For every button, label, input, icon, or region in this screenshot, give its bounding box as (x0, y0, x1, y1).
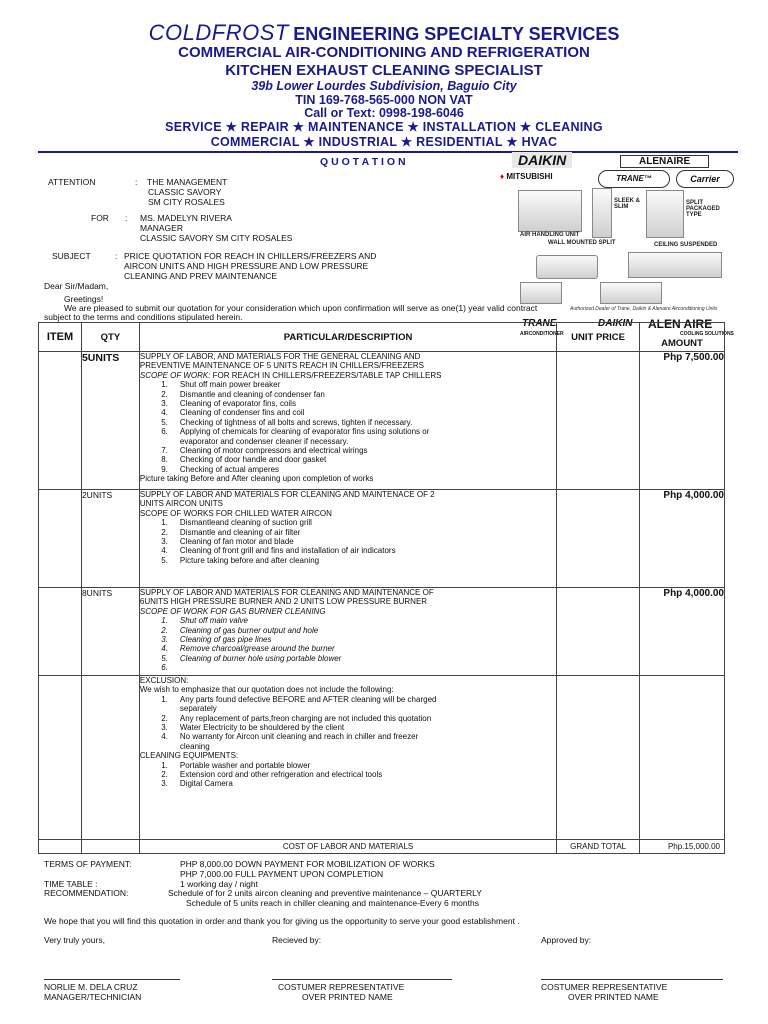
amount-cell (640, 676, 725, 840)
timetable-value: 1 working day / night (180, 879, 258, 889)
list-item-continuation: evaporator and condenser cleaner if necessary. (179, 436, 349, 446)
item-cell (39, 490, 82, 588)
list-item: 2. Any replacement of parts,freon charging are not included this quotation (161, 713, 432, 723)
table-row-exclusions (39, 676, 725, 840)
signatory-3-label: Approved by: (541, 935, 592, 945)
signatory-1-title: MANAGER/TECHNICIAN (44, 992, 142, 1002)
document-title: Q U O T A T I O N (320, 156, 406, 168)
company-address: 39b Lower Lourdes Subdivision, Baguio City (251, 79, 517, 93)
for-line-2: MANAGER (140, 223, 183, 233)
cassette-unit-image (520, 282, 562, 304)
qty-cell: 8UNITS (81, 588, 139, 676)
unit-price-cell (557, 588, 640, 676)
mitsubishi-logo (500, 172, 590, 181)
subject-line-1: PRICE QUOTATION FOR REACH IN CHILLERS/FREEZERS AND (124, 251, 377, 261)
list-item: 8. Checking of door handle and door gasket (161, 455, 327, 465)
attention-line-3: SM CITY ROSALES (148, 197, 225, 207)
duct-unit-image (600, 282, 662, 304)
air-handling-unit-image (518, 190, 582, 232)
subject-line-2: AIRCON UNITS AND HIGH PRESSURE AND LOW PRESSURE (124, 261, 369, 271)
grand-total-value: Php.15,000.00 (640, 840, 725, 854)
list-item: 3. Cleaning of gas pipe lines (161, 635, 272, 645)
qty-cell: 2UNITS (81, 490, 139, 588)
list-item: 5. Picture taking before and after cleaning (161, 555, 320, 565)
mitsubishi-icon: ♦ (500, 172, 505, 181)
subject-sep: : (115, 251, 118, 261)
list-item: 4. Cleaning of condenser fins and coil (161, 408, 305, 418)
description-line: 6UNITS HIGH PRESSURE BURNER AND 2 UNITS LOW PRESSURE BURNER (139, 597, 428, 607)
description-line: SUPPLY OF LABOR AND MATERIALS FOR CLEANING AND MAINTENANCE OF (139, 588, 434, 597)
attention-line-1: THE MANAGEMENT (147, 177, 228, 187)
scope-list (140, 518, 556, 565)
list-item: 3. Water Electricity to be shouldered by the client (161, 723, 345, 733)
scope-label: SCOPE OF WORK: (139, 370, 211, 380)
trane-logo-2: TRANE (522, 318, 557, 329)
list-item-continuation: cleaning (179, 741, 210, 751)
signatory-2-label: Recieved by: (272, 935, 322, 945)
terms-line-2: PHP 7,000.00 FULL PAYMENT UPON COMPLETION (180, 869, 384, 879)
salutation: Dear Sir/Madam, (44, 281, 109, 291)
list-item: 4. No warranty for Aircon unit cleaning and reach in chiller and freezer (161, 732, 419, 742)
intro-line-2: subject to the terms and conditions stipulated herein. (44, 312, 243, 322)
list-item: 4. Cleaning of front grill and fins and installation of air indicators (161, 546, 396, 556)
scope-line: SCOPE OF WORKS FOR CHILLED WATER AIRCON (139, 508, 332, 518)
list-item: 2. Dismantle and cleaning of air filter (161, 527, 301, 537)
company-line-3: KITCHEN EXHAUST CLEANING SPECIALIST (225, 62, 543, 79)
air-handling-unit-label: AIR HANDLING UNIT (520, 232, 580, 238)
description-line: SUPPLY OF LABOR AND MATERIALS FOR CLEANING AND MAINTENACE OF 2 (139, 490, 435, 499)
qty-cell: 5UNITS (81, 352, 139, 490)
exclusion-intro: We wish to emphasize that our quotation does not include the following: (139, 685, 394, 695)
signatory-1-name: NORLIE M. DELA CRUZ (44, 982, 138, 992)
terms-label: TERMS OF PAYMENT: (44, 859, 132, 869)
list-item: 5. Checking of tightness of all bolts and screws, tighten if necessary. (161, 417, 413, 427)
table-header-row (39, 323, 725, 352)
col-header-unit-price: UNIT PRICE (557, 323, 640, 352)
list-item: 6. Applying of chemicals for cleaning of evaporator fins using solutions or (161, 427, 430, 437)
unit-price-cell (557, 490, 640, 588)
scope-list (140, 380, 556, 474)
signatory-1-label: Very truly yours, (44, 935, 105, 945)
total-label-cell: COST OF LABOR AND MATERIALS (139, 840, 556, 854)
exclusion-heading: EXCLUSION: (139, 676, 189, 685)
attention-line-2: CLASSIC SAVORY (148, 187, 222, 197)
table-row (39, 490, 725, 588)
brand-name-rest: ENGINEERING SPECIALTY SERVICES (293, 24, 620, 44)
list-item: 2. Cleaning of gas burner output and hole (161, 625, 319, 635)
company-line-2: COMMERCIAL AIR-CONDITIONING AND REFRIGERATION (178, 44, 590, 61)
equipment-list (140, 761, 556, 789)
list-item: 2. Dismantle and cleaning of condenser fan (161, 389, 325, 399)
for-label: FOR (91, 213, 109, 223)
amount-cell: Php 7,500.00 (640, 352, 725, 490)
amount-cell: Php 4,000.00 (640, 490, 725, 588)
wall-mounted-unit-image (536, 255, 598, 279)
qty-cell (81, 840, 139, 854)
description-cell (139, 352, 556, 490)
table-total-row (39, 840, 725, 854)
exclusion-list (140, 695, 556, 751)
list-item: 4. Remove charcoal/grease around the burner (161, 644, 335, 654)
signatory-3-name: COSTUMER REPRESENTATIVE (541, 982, 668, 992)
exclusion-cell (139, 676, 556, 840)
list-item: 1. Portable washer and portable blower (161, 760, 311, 770)
scope-line: SCOPE OF WORK FOR GAS BURNER CLEANING (139, 606, 326, 616)
attention-sep: : (135, 177, 138, 187)
split-packaged-label: SPLIT PACKAGED TYPE (686, 200, 720, 218)
signature-line-1 (44, 979, 180, 980)
grand-total-label: GRAND TOTAL (557, 840, 640, 854)
equipment-heading: CLEANING EQUIPMENTS: (139, 751, 239, 761)
recommendation-line-2: Schedule of 5 units reach in chiller cleaning and maintenance-Every 6 months (186, 898, 479, 908)
list-item: 9. Checking of actual amperes (161, 464, 280, 474)
unit-price-cell (557, 352, 640, 490)
signature-line-2 (272, 979, 452, 980)
amount-cell: Php 4,000.00 (640, 588, 725, 676)
brand-name: COLDFROST (148, 20, 289, 45)
daikin-logo-2: DAIKIN (598, 318, 633, 329)
trane-logo: TRANE™ (598, 170, 670, 188)
signatory-2-title: OVER PRINTED NAME (302, 992, 393, 1002)
terms-line-1: PHP 8,000.00 DOWN PAYMENT FOR MOBILIZATION OF WORKS (180, 859, 435, 869)
col-header-amount: AMOUNT (640, 323, 725, 352)
daikin-logo: DAIKIN (512, 152, 572, 168)
list-item: 3. Digital Camera (161, 779, 233, 789)
description-line: UNITS AIRCON UNITS (139, 499, 224, 509)
for-line-1: MS. MADELYN RIVERA (140, 213, 232, 223)
list-item-continuation: separately (179, 704, 217, 714)
list-item: 3. Cleaning of fan motor and blade (161, 537, 294, 547)
ceiling-suspended-unit-image (628, 252, 722, 278)
col-header-item: ITEM (39, 323, 82, 352)
cooling-solutions-tag: COOLING SOLUTIONS (680, 331, 734, 337)
timetable-label: TIME TABLE : (44, 879, 98, 889)
signature-line-3 (541, 979, 723, 980)
company-name (0, 20, 768, 46)
for-line-3: CLASSIC SAVORY SM CITY ROSALES (140, 233, 293, 243)
qty-cell (81, 676, 139, 840)
greeting: Greetings! (64, 294, 104, 304)
list-item: 1. Any parts found defective BEFORE and AFTER cleaning will be charged (161, 694, 437, 704)
company-tin: TIN 169-768-565-000 NON VAT (295, 93, 473, 107)
scope-list (140, 616, 556, 672)
item-cell (39, 588, 82, 676)
item-cell (39, 352, 82, 490)
list-item: 7. Cleaning of motor compressors and electrical wirings (161, 446, 368, 456)
list-item: 6. (161, 663, 168, 673)
services-line-1: SERVICE ★ REPAIR ★ MAINTENANCE ★ INSTALLATION ★ CLEANING (165, 120, 603, 134)
scope-line (140, 371, 556, 380)
split-packaged-unit-image (646, 190, 684, 238)
company-contact: Call or Text: 0998-198-6046 (304, 106, 464, 120)
recommendation-line-1: Schedule of for 2 units aircon cleaning and preventive maintenance – QUARTERLY (168, 888, 482, 898)
authorized-dealer-text: Authorized Dealer of Trane, Daikin & Alenaire Airconditioning Units (570, 306, 718, 312)
list-item: 2. Extension cord and other refrigeration and electrical tools (161, 770, 383, 780)
mitsubishi-label: MITSUBISHI (506, 172, 553, 181)
subject-line-3: CLEANING AND PREV MAINTENANCE (124, 271, 278, 281)
ceiling-suspended-label: CEILING SUSPENDED (654, 242, 718, 248)
wall-mounted-label: WALL MOUNTED SPLIT (548, 240, 616, 246)
intro-line-1: We are pleased to submit our quotation for your consideration which upon confirmation will serve as one(1) year valid contract (64, 303, 538, 313)
quotation-table (38, 322, 725, 854)
signatory-2-name: COSTUMER REPRESENTATIVE (278, 982, 405, 992)
services-line-2: COMMERCIAL ★ INDUSTRIAL ★ RESIDENTIAL ★ HVAC (210, 135, 558, 149)
list-item: 1. Shut off main valve (161, 616, 248, 626)
unit-price-cell (557, 676, 640, 840)
alenaire-logo: ALENAIRE (620, 155, 709, 168)
list-item: 5. Cleaning of burner hole using portable blower (161, 653, 342, 663)
col-header-description: PARTICULAR/DESCRIPTION (139, 323, 556, 352)
closing-text: We hope that you will find this quotation in order and thank you for giving us the opportunity to serve your good establishment . (44, 916, 520, 926)
col-header-qty: QTY (81, 323, 139, 352)
sleek-slim-label: SLEEK & SLIM (614, 198, 641, 210)
description-footer: Picture taking Before and After cleaning upon completion of works (139, 474, 374, 484)
description-line: SUPPLY OF LABOR, AND MATERIALS FOR THE GENERAL CLEANING AND (139, 352, 421, 361)
description-cell (139, 490, 556, 588)
for-sep: : (125, 213, 128, 223)
table-row (39, 352, 725, 490)
alenaire-logo-2: ALEN AIRE (648, 317, 713, 331)
table-row (39, 588, 725, 676)
airconditioner-tag: AIRCONDITIONER (520, 331, 564, 337)
item-cell (39, 676, 82, 840)
subject-label: SUBJECT (52, 251, 91, 261)
list-item: 1. Shut off main power breaker (161, 380, 281, 390)
carrier-logo: Carrier (676, 170, 734, 188)
attention-label: ATTENTION (48, 177, 96, 187)
scope-text: FOR REACH IN CHILLERS/FREEZERS/TABLE TAP CHILLERS (210, 370, 442, 380)
list-item: 1. Dismantleand cleaning of suction grill (161, 518, 312, 528)
header-divider (38, 151, 738, 153)
sleek-unit-image (592, 188, 612, 238)
item-cell (39, 840, 82, 854)
description-cell (139, 588, 556, 676)
list-item: 3. Cleaning of evaporator fins, coils (161, 399, 296, 409)
recommendation-label: RECOMMENDATION: (44, 888, 129, 898)
signatory-3-title: OVER PRINTED NAME (568, 992, 659, 1002)
description-line: PREVENTIVE MAINTENANCE OF 5 UNITS REACH IN CHILLERS/FREEZERS (139, 361, 424, 371)
